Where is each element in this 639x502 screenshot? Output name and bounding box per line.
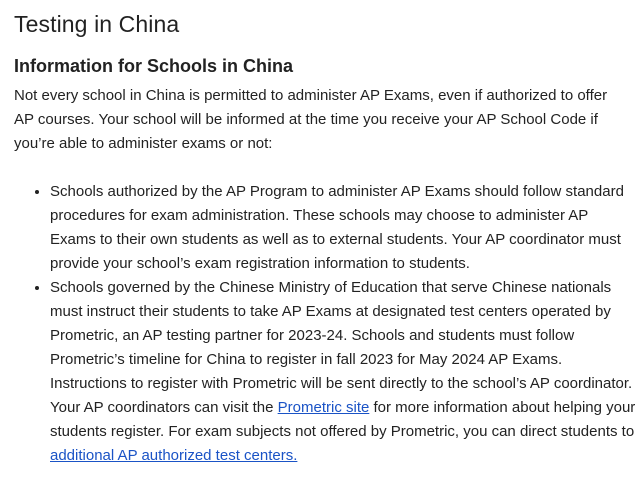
intro-paragraph: Not every school in China is permitted to administer AP Exams, even if authorized to offer AP courses. Your school will be informed at the time you receive your AP School Code if you’re able to administer exams or not: bbox=[14, 87, 608, 152]
list-item bbox=[50, 180, 638, 276]
prometric-site-link[interactable]: Prometric site bbox=[277, 399, 370, 416]
list-item bbox=[50, 276, 638, 468]
bullet-list bbox=[14, 180, 638, 468]
additional-test-centers-link[interactable]: additional AP authorized test centers. bbox=[50, 447, 298, 464]
page-title: Testing in China bbox=[14, 11, 180, 37]
bullet-text: Schools governed by the Chinese Ministry of Education that serve Chinese nationals must instruct their students to take AP Exams at designated test centers operated by Prometric, an AP testing partner for 2023-24. Schools and students must follow Prometric’s timeline for China to register in fall 2023 for May 2024 AP Exams. Instructions to register with Prometric will be sent directly to the school’s AP coordinator. Your AP coordinators can visit the bbox=[50, 279, 633, 416]
bullet-text: Schools authorized by the AP Program to administer AP Exams should follow standard procedures for exam administration. These schools may choose to administer AP Exams to their own students as well as to external students. Your AP coordinator must provide your school’s exam registration information to students. bbox=[50, 183, 624, 272]
section-heading: Information for Schools in China bbox=[14, 56, 293, 76]
bullet-text: for more information about helping your students register. For exam subjects not offered by Prometric, you can direct students to bbox=[50, 399, 636, 440]
